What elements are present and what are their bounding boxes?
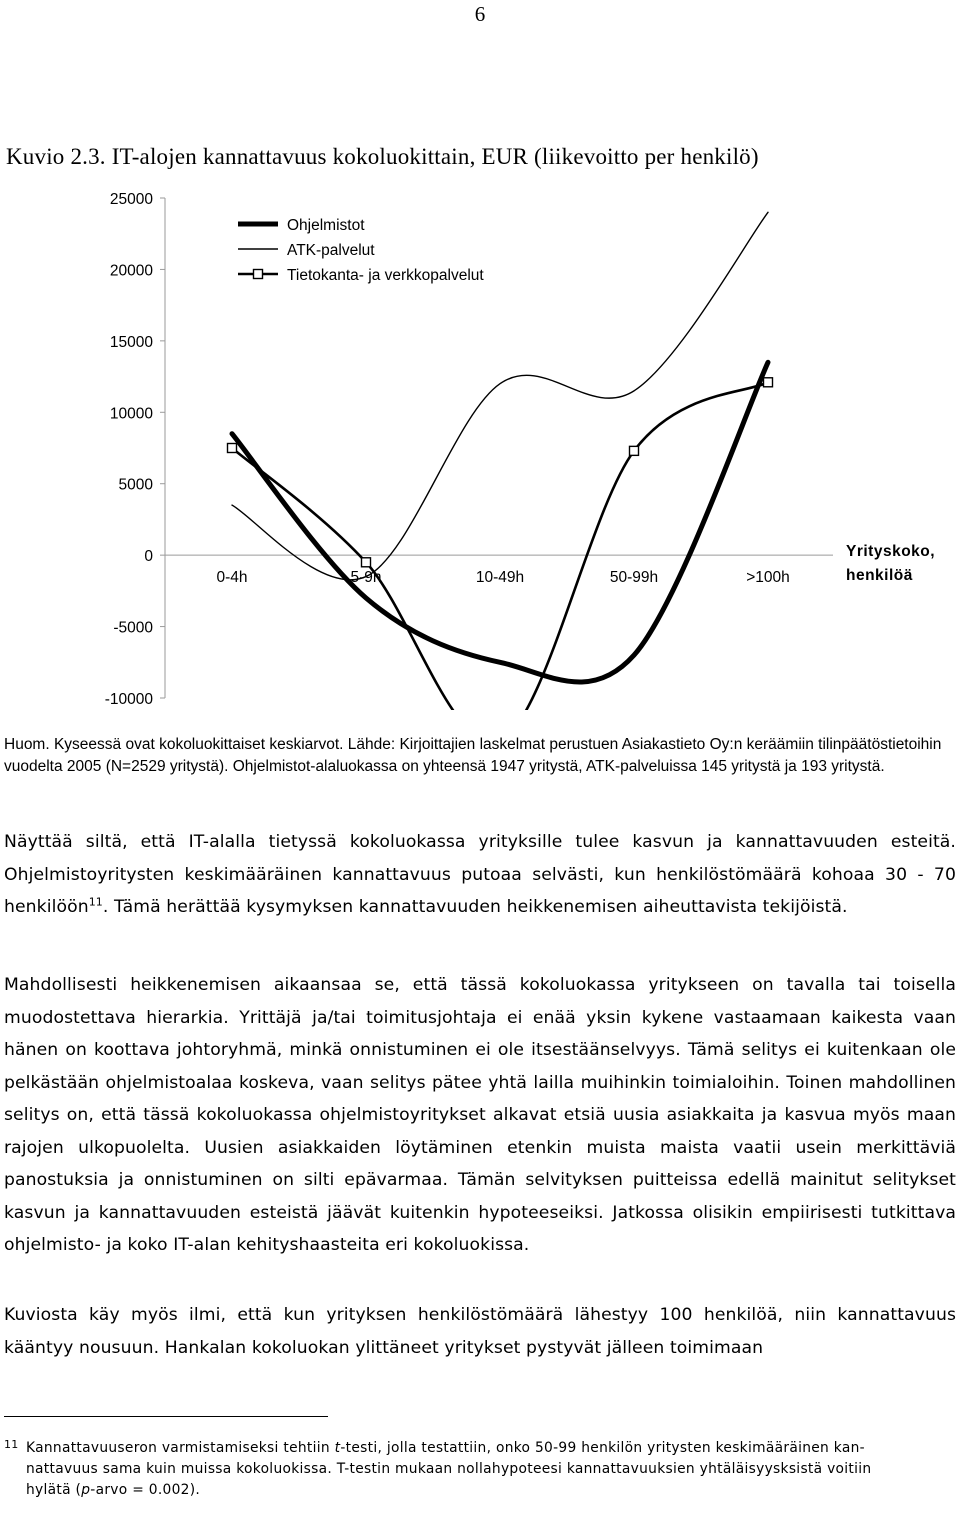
paragraph-1-text: Näyttää siltä, että IT-alalla tietyssä kokoluokassa yrityksille tulee kasvun ja kannattavuuden esteitä. Ohjelmistoyritysten keskimääräinen kannattavuus putoaa selvästi, kun henkilöstömäärä kohoaa 30 - 70 henkilöön (4, 832, 956, 917)
footnote-text: Kannattavuuseron varmistamiseksi tehtiin (26, 1440, 335, 1456)
footnote-text: hylätä ( (26, 1482, 82, 1498)
footnote-text: -arvo = 0.002). (90, 1482, 201, 1498)
series-line-1 (232, 362, 768, 682)
y-tick-label: 5000 (118, 476, 153, 494)
legend-label: Ohjelmistot (287, 217, 365, 234)
chart-series (228, 212, 773, 710)
x-tick-label: 10-49h (475, 569, 525, 587)
legend-label: ATK-palvelut (287, 242, 375, 259)
figure-title: Kuvio 2.3. IT-alojen kannattavuus kokoluokittain, EUR (liikevoitto per henkilö) (6, 144, 759, 169)
y-tick-label: 20000 (109, 262, 153, 280)
x-axis-title-line1: Yrityskoko, (846, 543, 936, 560)
series-point-marker (362, 558, 371, 567)
footnote-line-2: nattavuus sama kuin muissa kokoluokissa. T-testin mukaan nollahypoteesi kannattavuuksien yhtäläisyysksistä voitiin (26, 1461, 872, 1477)
paragraph-1 (4, 826, 956, 924)
x-tick-label: 5-9h (350, 569, 382, 587)
x-axis (165, 555, 833, 586)
footnote-ref[interactable]: 11 (88, 895, 103, 909)
paragraph-1-text-end: . Tämä herättää kysymyksen kannattavuuden heikkenemisen aiheuttavista tekijöistä. (102, 897, 848, 917)
y-tick-label: -5000 (113, 619, 153, 637)
footnote-italic-p: p (81, 1482, 91, 1498)
footnote-number: 11 (4, 1438, 19, 1451)
series-point-marker (764, 378, 773, 387)
x-tick-label: >100h (746, 569, 790, 587)
footnote-line-3 (4, 1480, 956, 1501)
y-tick-label: 15000 (109, 333, 153, 351)
series-point-marker (630, 446, 639, 455)
footnote-divider (4, 1416, 328, 1417)
y-tick-label: 25000 (109, 191, 153, 208)
x-tick-label: 0-4h (216, 569, 248, 587)
y-tick-label: 10000 (109, 405, 153, 423)
x-tick-label: 50-99h (609, 569, 659, 587)
series-point-marker (228, 444, 237, 453)
y-axis (105, 191, 165, 708)
footnote-line-1 (4, 1438, 956, 1459)
footnote-text: -testi, jolla testattiin, onko 50-99 henkilön yritysten keskimääräinen kan- (340, 1440, 865, 1456)
chart-legend (238, 217, 484, 284)
page-number: 6 (474, 2, 486, 26)
x-axis-title-line2: henkilöä (846, 567, 913, 584)
paragraph-2: Mahdollisesti heikkenemisen aikaansaa se, että tässä kokoluokassa yritykseen on tavalla tai toisella muodostettava hierarkia. Yrittäjä ja/tai toimitusjohtaja ei enää yksin kykene vastaamaan kaikesta vaan hänen on koottava johtoryhmä, minkä onnistuminen ei ole itsestäänselvyys. Tämä selitys ei kuitenkaan ole pelkästään ohjelmistoalaa koskeva, vaan selitys pätee yhtä lailla muihinkin toimialoihin. Toinen mahdollinen selitys on, että tässä kokoluokassa ohjelmistoyritykset alkavat etsiä uusia asiakkaita ja kasvua myös maan rajojen ulkopuolelta. Uusien asiakkaiden löytäminen etenkin muista maista vaatii usein merkittäviä panostuksia ja onnistuminen on silti epävarmaa. Tämän selvityksen puitteissa edellä mainitut selitykset kasvun ja kannattavuuden esteistä jäävät kuitenkin hypoteeseiksi. Jatkossa olisikin empiirisesti tutkittava ohjelmisto- ja koko IT-alan kehityshaasteita eri kokoluokissa. (4, 975, 956, 1255)
profitability-line-chart (0, 180, 960, 710)
legend-label: Tietokanta- ja verkkopalvelut (287, 267, 484, 284)
legend-marker (254, 270, 263, 279)
figure-note: Huom. Kyseessä ovat kokoluokittaiset keskiarvot. Lähde: Kirjoittajien laskelmat perustuen Asiakastieto Oy:n keräämiin tilinpäätöstietoihin vuodelta 2005 (N=2529 yritystä). Ohjelmistot-alaluokassa on yhteensä 1947 yritystä, ATK-palveluissa 145 yritystä ja 193 yritystä. (4, 736, 942, 775)
footnote (4, 1438, 956, 1501)
y-tick-label: 0 (144, 548, 153, 566)
paragraph-3: Kuviosta käy myös ilmi, että kun yrityksen henkilöstömäärä lähestyy 100 henkilöä, niin kannattavuus kääntyy nousuun. Hankalan kokoluokan ylittäneet yritykset pystyvät jälleen toimimaan (4, 1305, 956, 1358)
footnote-italic-t: t (334, 1440, 341, 1456)
y-tick-label: -10000 (104, 691, 153, 708)
